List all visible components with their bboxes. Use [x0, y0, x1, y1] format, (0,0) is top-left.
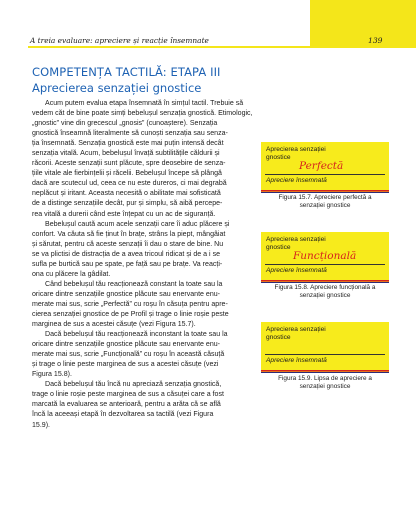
figure-rule — [265, 264, 385, 265]
figure-rule — [265, 354, 385, 355]
figure-label-top: Aprecierea senzației gnostice — [266, 146, 326, 162]
text-line: „gnostic” vine din grecescul „gnosis” (cunoaștere). Senzația — [32, 120, 218, 128]
text-line: țiile vitale ale fierbințelii și răcelii. Bebelușul începe să plângă — [32, 170, 222, 178]
text-line: Dacă bebelușul tău reacționează inconstant la toate sau la — [45, 331, 228, 339]
stripe-navy — [261, 192, 389, 193]
text-line: se va plictisi de distracția de a avea tricoul ridicat și de a i se — [32, 250, 221, 258]
text-line: Acum putem evalua etapa însemnată în simțul tactil. Trebuie să — [45, 100, 244, 107]
figure-caption: Figura 15.8. Apreciere funcțională a senzației gnostice — [274, 284, 376, 300]
text-line: rea vitală a durerii când este înțepat cu un ac de siguranță. — [32, 210, 216, 218]
section-subheading: Aprecierea senzației gnostice — [32, 81, 202, 95]
text-line: confort. Va căuta să fie ținut în brațe, strâns la piept, mângâiat — [32, 230, 226, 238]
page-header — [0, 0, 416, 48]
figure-rule — [265, 174, 385, 175]
text-line: răcorii. Aceste senzații sunt plăcute, spre deosebire de senza- — [32, 160, 226, 168]
text-line: cierea senzației gnostice de pe Profil și trage o linie roșie peste — [32, 310, 229, 318]
figure-label-bottom: Apreciere însemnată — [266, 357, 327, 364]
figure-box-none — [261, 322, 389, 370]
text-line: dacă are scutecul ud, ceea ce nu este dureros, ci mai degrabă — [32, 180, 227, 188]
text-line: ona cu plăcere la gâdilat. — [32, 270, 111, 278]
stripe-navy — [261, 372, 389, 373]
text-line: 15.9). — [32, 421, 51, 429]
text-line: marcată la evaluarea se anterioară, pentru a arăta că se află — [32, 401, 221, 409]
text-line: Bebelușul caută acum acele senzații care îi aduc plăcere și — [45, 220, 230, 228]
body-paragraph — [32, 220, 252, 280]
text-line: oricare dintre senzațiile gnostice plăcute sau enervante enu- — [32, 341, 221, 349]
stripe-navy — [261, 282, 389, 283]
text-line: senzația vitală. Acum, bebelușul învață subtilitățile căldurii și — [32, 150, 220, 158]
body-paragraph — [32, 330, 252, 380]
text-line: și trage o linie peste marginea de sus a acestei căsuțe (vezi — [32, 361, 219, 369]
text-line: oricare dintre senzațiile gnostice plăcute sau enervante enu- — [32, 290, 221, 298]
figure-caption: Figura 15.9. Lipsa de apreciere a senzației gnostice — [278, 375, 372, 391]
stamp-perfect: Perfectă — [299, 160, 344, 172]
text-line: și sărutat, pentru că aceste senzații îi dau o stare de bine. Nu — [32, 240, 224, 248]
text-line: vedem căt de bine poate simți bebelușul senzația gnostică. Etimologic, — [32, 110, 253, 118]
text-line: merate mai sus, scrie „Funcțională” cu roșu în această căsuță — [32, 351, 225, 359]
text-line: Dacă bebelușul tău încă nu apreciază senzația gnostică, — [45, 381, 222, 389]
text-line: Figura 15.8). — [32, 371, 72, 379]
text-line: sufla pe burtică sau pe spate, pe față sau pe brațe. Va reacți- — [32, 260, 223, 268]
text-line: neplăcut și iritant. Aceasta necesită o abilitate mai sofisticată — [32, 190, 221, 198]
text-line: marginea de sus a acestei căsuțe (vezi Figura 15.7). — [32, 321, 196, 329]
stamp-functional: Funcțională — [293, 250, 357, 262]
body-paragraph — [32, 99, 252, 220]
body-text — [32, 99, 252, 431]
figure-stripes — [261, 370, 389, 374]
figure-label-bottom: Apreciere însemnată — [266, 267, 327, 274]
figure-box-functional — [261, 232, 389, 280]
header-accent-block — [310, 0, 416, 48]
figure-label-bottom: Apreciere însemnată — [266, 177, 327, 184]
figure-label-top: Aprecierea senzației gnostice — [266, 326, 326, 342]
page-number: 139 — [368, 36, 383, 45]
text-line: merate mai sus, scrie „Perfectă” cu roșu în căsuța pentru apre- — [32, 300, 228, 308]
text-line: trage o linie roșie peste marginea de sus a căsuței care a fost — [32, 391, 224, 399]
figure-label-top: Aprecierea senzației gnostice — [266, 236, 326, 252]
figure-box-perfect — [261, 142, 389, 190]
header-rule — [28, 46, 416, 48]
text-line: de a distinge senzațiile decât, pur și simplu, să aibă percepe- — [32, 200, 223, 208]
text-line: ția însemnată. Senzația gnostică este mai puțin intensă decât — [32, 140, 224, 148]
section-heading: COMPETENȚA TACTILĂ: ETAPA III — [32, 65, 221, 79]
figure-caption: Figura 15.7. Apreciere perfectă a senzației gnostice — [278, 194, 372, 210]
text-line: gnostică înseamnă literalmente să cunoști senzația sau senza- — [32, 130, 228, 138]
text-line: Când bebelușul tău reacționează constant la toate sau la — [45, 280, 223, 288]
body-paragraph — [32, 380, 252, 430]
running-head: A treia evaluare: apreciere și reacție însemnate — [30, 36, 209, 45]
text-line: încă la aceeași etapă în dezvoltarea sa tactilă (vezi Figura — [32, 411, 214, 419]
body-paragraph — [32, 280, 252, 330]
